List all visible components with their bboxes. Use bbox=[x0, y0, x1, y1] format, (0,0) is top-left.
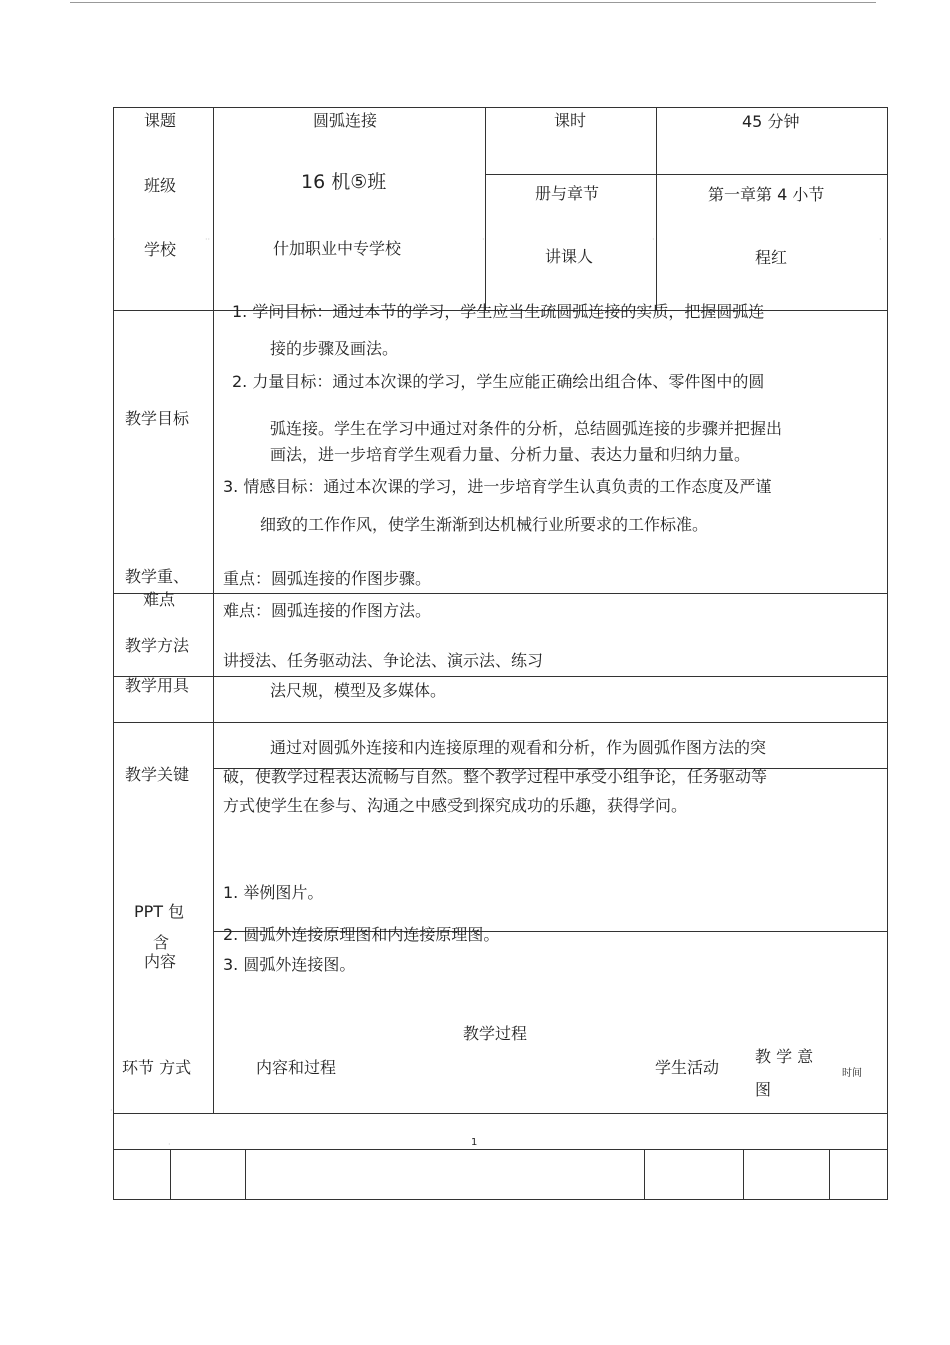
ppt-label: PPT 包 bbox=[134, 902, 185, 921]
process-col-content: 内容和过程 bbox=[256, 1058, 337, 1077]
chapter-label: 册与章节 bbox=[535, 184, 600, 203]
goal-line: 2. 力量目标：通过本次课的学习，学生应能正确绘出组合体、零件图中的圆 bbox=[232, 372, 765, 391]
ppt-label-2: 含 bbox=[153, 933, 170, 952]
page-top-rule bbox=[70, 2, 876, 3]
page-number: 1 bbox=[471, 1137, 478, 1148]
hours-label: 课时 bbox=[554, 111, 587, 130]
ppt-label-3: 内容 bbox=[144, 952, 177, 971]
goal-line: 接的步骤及画法。 bbox=[270, 339, 399, 358]
teacher-label: 讲课人 bbox=[545, 247, 594, 266]
tools-value: 法尺规，模型及多媒体。 bbox=[270, 681, 447, 700]
goal-line: 弧连接。学生在学习中通过对条件的分析，总结圆弧连接的步骤并把握出 bbox=[270, 419, 783, 438]
ppt-item: 2. 圆弧外连接原理图和内连接原理图。 bbox=[223, 925, 500, 944]
ppt-item: 1. 举例图片。 bbox=[223, 883, 324, 902]
school-value: 什加职业中专学校 bbox=[273, 239, 402, 258]
topic-label: 课题 bbox=[144, 111, 177, 130]
process-title: 教学过程 bbox=[463, 1024, 528, 1043]
process-col-student: 学生活动 bbox=[655, 1058, 720, 1077]
school-label: 学校 bbox=[144, 240, 177, 259]
chapter-value: 第一章第 4 小节 bbox=[708, 185, 825, 204]
process-col-stage: 环节 方式 bbox=[122, 1058, 192, 1077]
goal-line: 细致的工作作风，使学生渐渐到达机械行业所要求的工作标准。 bbox=[260, 515, 709, 534]
hours-value: 45 分钟 bbox=[742, 112, 800, 131]
topic-value: 圆弧连接 bbox=[313, 111, 378, 130]
key-design-line: 方式使学生在参与、沟通之中感受到探究成功的乐趣，获得学问。 bbox=[223, 796, 688, 815]
process-col-intent-2: 图 bbox=[755, 1080, 772, 1099]
process-col-time: 时间 bbox=[842, 1068, 862, 1079]
key-design-label: 教学关键 bbox=[125, 765, 190, 784]
ppt-item: 3. 圆弧外连接图。 bbox=[223, 955, 356, 974]
methods-label: 教学方法 bbox=[125, 636, 190, 655]
key-design-line: 破，使教学过程表达流畅与自然。整个教学过程中承受小组争论，任务驱动等 bbox=[223, 767, 768, 786]
goal-line: 3. 情感目标：通过本次课的学习，进一步培育学生认真负责的工作态度及严谨 bbox=[223, 477, 772, 496]
class-value: 16 机⑤班 bbox=[301, 171, 387, 193]
process-col-intent: 教 学 意 bbox=[755, 1047, 814, 1066]
difficult-point: 难点：圆弧连接的作图方法。 bbox=[223, 601, 432, 620]
teacher-value: 程红 bbox=[755, 248, 788, 267]
key-point: 重点：圆弧连接的作图步骤。 bbox=[223, 569, 432, 588]
class-label: 班级 bbox=[144, 176, 177, 195]
keypoints-label-2: 难点 bbox=[143, 590, 176, 609]
goals-label: 教学目标 bbox=[125, 409, 190, 428]
goal-line: 画法，进一步培育学生观看力量、分析力量、表达力量和归纳力量。 bbox=[270, 445, 751, 464]
keypoints-label: 教学重、 bbox=[125, 567, 190, 586]
tools-label: 教学用具 bbox=[125, 676, 190, 695]
goal-line: 1. 学问目标：通过本节的学习，学生应当生疏圆弧连接的实质，把握圆弧连 bbox=[232, 302, 765, 321]
methods-value: 讲授法、任务驱动法、争论法、演示法、练习 bbox=[223, 651, 544, 670]
key-design-line: 通过对圆弧外连接和内连接原理的观看和分析，作为圆弧作图方法的突 bbox=[270, 738, 767, 757]
